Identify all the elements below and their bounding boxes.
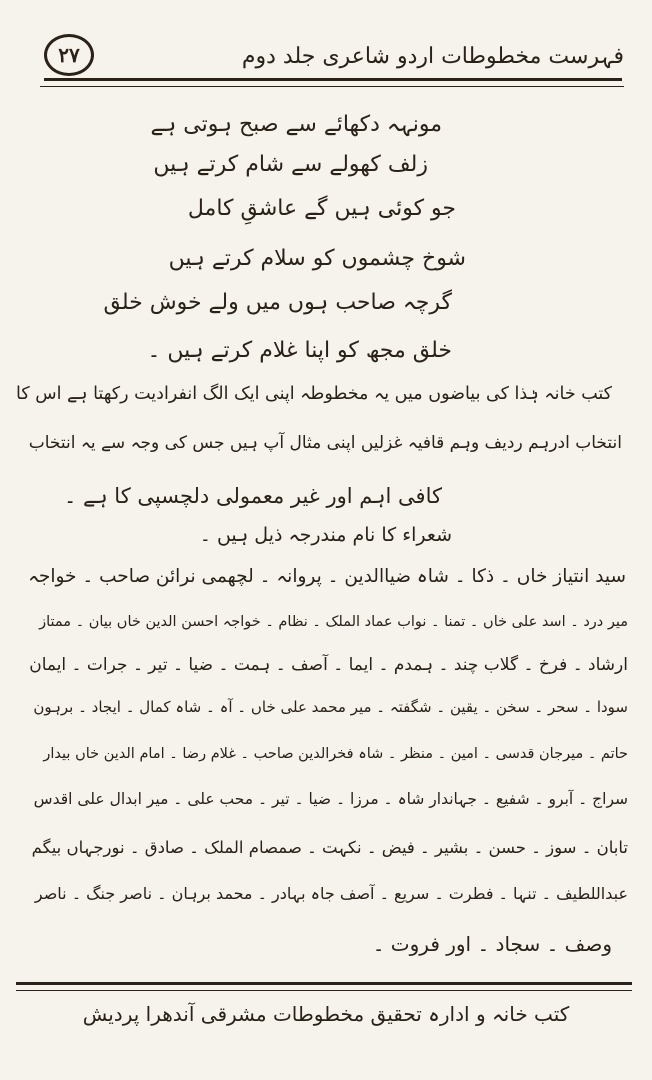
poet-names-line: سید انتیاز خاں ۔ ذکا ۔ شاہ ضیاالدین ۔ پروانہ ۔ لچھمی نرائن صاحب ۔ خواجہ <box>28 566 626 587</box>
header-title: فہرست مخطوطات اردو شاعری جلد دوم <box>241 44 624 69</box>
verse-line: زلف کھولے سے شام کرتے ہیں <box>153 152 428 177</box>
footer-rule <box>16 982 632 985</box>
poet-names-line: سودا ۔ سحر ۔ سخن ۔ یقین ۔ شگفتہ ۔ میر محمد علی خاں ۔ آہ ۔ شاہ کمال ۔ ایجاد ۔ برہون <box>33 698 628 716</box>
paragraph-line: انتخاب ادرہم ردیف وہم قافیہ غزلیں اپنی مثال آپ ہیں جس کی وجہ سے یہ انتخاب <box>28 433 622 453</box>
poet-names-line: حاتم ۔ میرجان قدسی ۔ امین ۔ منظر ۔ شاہ فخرالدین صاحب ۔ غلام رضا ۔ امام الدین خاں بیدار <box>43 746 628 762</box>
verse-line: گرچہ صاحب ہوں میں ولے خوش خلق <box>103 290 452 315</box>
poet-names-line: عبداللطیف ۔ تنہا ۔ فطرت ۔ سریع ۔ آصف جاہ بہادر ۔ محمد برہان ۔ ناصر جنگ ۔ ناصر <box>34 884 628 903</box>
footer-text: کتب خانہ و ادارہ تحقیق مخطوطات مشرقی آندھرا پردیش <box>82 1002 570 1026</box>
verse-line: خلق مجھ کو اپنا غلام کرتے ہیں ۔ <box>147 338 452 363</box>
page-number: ۲۷ <box>44 34 94 76</box>
paragraph-line: کتب خانہ ہٰذا کی بیاضوں میں یہ مخطوطہ اپنی ایک الگ انفرادیت رکھتا ہے اس کا <box>16 384 612 404</box>
poet-names-line: وصف ۔ سجاد ۔ اور فروت ۔ <box>372 932 612 956</box>
footer-rule-thin <box>16 990 632 991</box>
verse-line: جو کوئی ہیں گے عاشقِ کامل <box>187 196 456 221</box>
header-rule-thin <box>40 86 624 87</box>
poets-heading: شعراء کا نام مندرجہ ذیل ہیں ۔ <box>199 524 452 546</box>
verse-line: شوخ چشموں کو سلام کرتے ہیں <box>168 246 466 271</box>
header-rule <box>44 78 622 81</box>
poet-names-line: تابان ۔ سوز ۔ حسن ۔ بشیر ۔ فیض ۔ نکہت ۔ صمصام الملک ۔ صادق ۔ نورجہاں بیگم <box>31 838 628 857</box>
poet-names-line: ارشاد ۔ فرخ ۔ گلاب چند ۔ ہمدم ۔ ایما ۔ آصف ۔ ہمت ۔ ضیا ۔ تیر ۔ جرات ۔ ایمان <box>29 655 628 675</box>
verse-line: مونہہ دکھائے سے صبح ہوتی ہے <box>150 112 442 137</box>
poet-names-line: میر درد ۔ اسد علی خاں ۔ تمنا ۔ نواب عماد الملک ۔ نظام ۔ خواجہ احسن الدین خاں بیان ۔ ممتاز <box>39 614 628 630</box>
paragraph-line: کافی اہم اور غیر معمولی دلچسپی کا ہے ۔ <box>64 484 442 508</box>
poet-names-line: سراج ۔ آبرو ۔ شفیع ۔ جہاندار شاہ ۔ مرزا ۔ ضیا ۔ تیر ۔ محب علی ۔ میر ابدال علی اقدس <box>33 790 628 808</box>
